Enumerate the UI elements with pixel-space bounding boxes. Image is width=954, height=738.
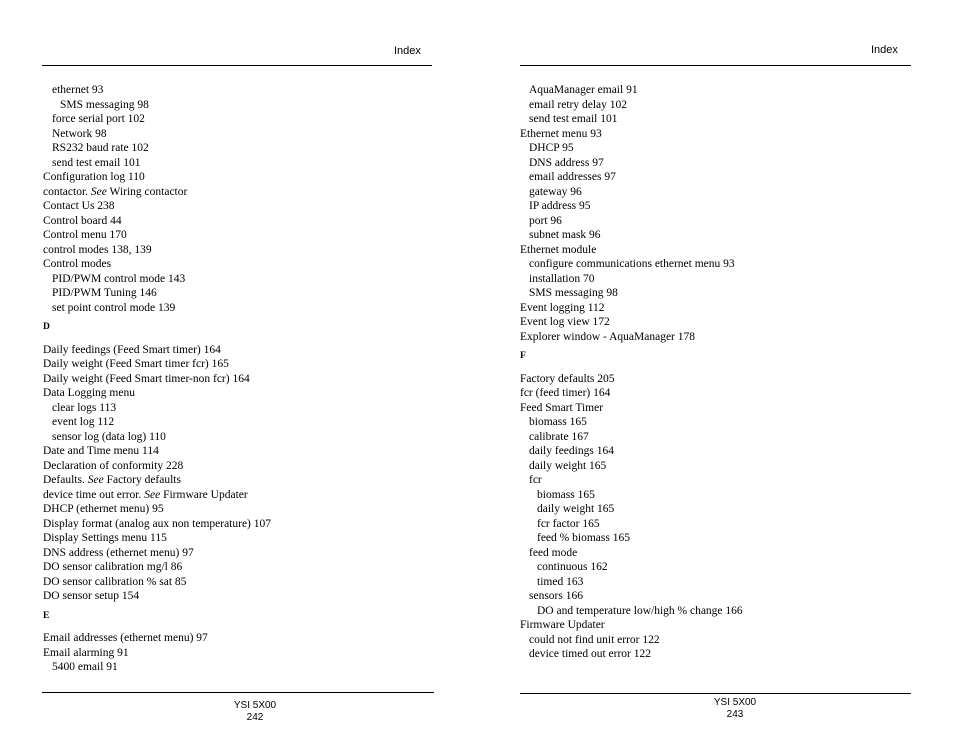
index-entry: [43, 127, 271, 142]
index-entry: [520, 502, 743, 517]
entry-text: PID/PWM control mode 143: [52, 272, 186, 285]
entry-text: DNS address 97: [529, 156, 604, 169]
index-entry: [520, 430, 743, 445]
entry-text: fcr (feed timer) 164: [520, 387, 611, 399]
entry-text: continuous 162: [537, 561, 608, 573]
index-entry: [43, 444, 271, 459]
see-reference: See: [87, 474, 104, 486]
entry-text: daily weight 165: [537, 503, 615, 515]
entry-text: Contact Us 238: [43, 200, 115, 212]
entry-text: DHCP 95: [529, 142, 574, 154]
left-footer-page-number: 242: [246, 712, 264, 723]
right-page-footer: [695, 697, 775, 721]
index-entry: [43, 430, 271, 445]
entry-text: Control menu 170: [43, 229, 127, 241]
right-index-entries: [520, 83, 743, 662]
index-entry: [43, 228, 271, 243]
left-footer-rule: [42, 692, 434, 693]
index-entry: [520, 372, 743, 387]
index-entry: [43, 185, 271, 200]
index-entry: [520, 228, 743, 243]
entry-text: timed 163: [537, 575, 584, 588]
entry-text: biomass 165: [529, 416, 587, 428]
index-entry: [520, 459, 743, 474]
entry-text: DO sensor calibration % sat 85: [43, 575, 187, 588]
entry-text: Display format (analog aux non temperature) 107: [43, 517, 272, 530]
index-entry: [43, 343, 271, 358]
index-entry: [520, 156, 743, 171]
entry-text: send test email 101: [52, 156, 141, 169]
see-reference: See: [144, 488, 161, 501]
right-footer-page-number: 243: [726, 709, 744, 720]
entry-text: daily feedings 164: [529, 445, 614, 457]
index-entry: [520, 618, 743, 633]
index-entry: [520, 517, 743, 532]
entry-text: Date and Time menu 114: [43, 445, 159, 457]
index-entry: [520, 589, 743, 604]
index-entry: [520, 112, 743, 127]
index-entry: [43, 502, 271, 517]
entry-text: Email alarming 91: [43, 646, 129, 659]
index-entry: [43, 631, 271, 646]
index-entry: [520, 301, 743, 316]
index-entry: [520, 214, 743, 229]
index-entry: [43, 401, 271, 416]
index-entry: [520, 199, 743, 214]
index-entry: [520, 415, 743, 430]
index-entry: [43, 243, 271, 258]
entry-text: device timed out error 122: [529, 648, 651, 660]
index-entry: [520, 83, 743, 98]
index-entry: [43, 98, 271, 113]
entry-text: feed % biomass 165: [537, 532, 630, 544]
entry-text: SMS messaging 98: [60, 98, 149, 111]
right-page-header: Index: [871, 44, 898, 56]
entry-text: Display Settings menu 115: [43, 532, 167, 544]
entry-text: DHCP (ethernet menu) 95: [43, 503, 164, 515]
entry-text: sensor log (data log) 110: [52, 430, 166, 443]
index-entry: [43, 214, 271, 229]
index-entry: [520, 575, 743, 590]
index-entry: [520, 604, 743, 619]
entry-text: force serial port 102: [52, 113, 145, 125]
index-entry: [43, 372, 271, 387]
entry-text: Control board 44: [43, 214, 122, 227]
index-entry: [520, 647, 743, 662]
index-entry: [43, 459, 271, 474]
section-letter: D: [43, 322, 50, 332]
entry-text: Data Logging menu: [43, 387, 135, 399]
entry-text: Event logging 112: [520, 301, 605, 314]
entry-text: fcr factor 165: [537, 517, 600, 530]
entry-text: 5400 email 91: [52, 661, 118, 673]
entry-text: sensors 166: [529, 590, 583, 602]
index-entry: [520, 257, 743, 272]
index-entry: [43, 83, 271, 98]
entry-text: send test email 101: [529, 113, 618, 125]
entry-text: AquaManager email 91: [529, 84, 638, 96]
index-entry: [520, 330, 743, 345]
entry-text: ethernet 93: [52, 84, 104, 96]
entry-text: Configuration log 110: [43, 171, 145, 183]
entry-text: SMS messaging 98: [529, 287, 618, 299]
entry-text: device time out error.: [43, 488, 142, 501]
index-entry: [520, 488, 743, 503]
index-entry: [43, 488, 271, 503]
index-entry: [43, 257, 271, 272]
entry-text: Feed Smart Timer: [520, 401, 604, 414]
index-entry: [520, 127, 743, 142]
entry-text: calibrate 167: [529, 430, 589, 443]
entry-text: configure communications ethernet menu 93: [529, 258, 735, 270]
index-entry: [43, 301, 271, 316]
see-target: Wiring contactor: [109, 185, 188, 198]
section-letter: F: [520, 351, 526, 361]
entry-text: Daily weight (Feed Smart timer fcr) 165: [43, 358, 229, 370]
index-entry: [43, 199, 271, 214]
index-entry: [520, 272, 743, 287]
entry-text: Factory defaults 205: [520, 372, 615, 385]
entry-text: DNS address (ethernet menu) 97: [43, 546, 194, 559]
index-entry: [520, 315, 743, 330]
entry-text: DO sensor calibration mg/l 86: [43, 561, 183, 573]
left-index-entries: [43, 83, 271, 675]
entry-text: feed mode: [529, 546, 578, 559]
left-page-header: Index: [394, 45, 421, 57]
index-entry: [43, 386, 271, 401]
see-target: Factory defaults: [106, 474, 181, 486]
index-entry: [520, 386, 743, 401]
entry-text: IP address 95: [529, 200, 591, 212]
index-entry: [520, 444, 743, 459]
index-entry: [520, 286, 743, 301]
right-header-rule: [520, 65, 911, 66]
entry-text: Daily feedings (Feed Smart timer) 164: [43, 343, 221, 356]
index-entry: [520, 401, 743, 416]
section-letter: E: [43, 610, 50, 621]
entry-text: control modes 138, 139: [43, 243, 152, 256]
index-entry: [520, 546, 743, 561]
index-entry: [520, 98, 743, 113]
right-footer-product: YSI 5X00: [713, 697, 757, 708]
entry-text: DO and temperature low/high % change 166: [537, 604, 743, 617]
entry-text: Ethernet menu 93: [520, 127, 602, 140]
index-entry: [43, 575, 271, 590]
index-entry: [520, 531, 743, 546]
entry-text: email addresses 97: [529, 171, 616, 183]
entry-text: Control modes: [43, 258, 112, 270]
left-header-rule: [42, 65, 432, 66]
entry-text: Daily weight (Feed Smart timer-non fcr) 164: [43, 372, 250, 385]
left-page-footer: [215, 700, 295, 724]
index-entry: [43, 112, 271, 127]
entry-text: PID/PWM Tuning 146: [52, 287, 157, 299]
entry-text: Email addresses (ethernet menu) 97: [43, 632, 208, 644]
index-entry: [520, 170, 743, 185]
index-entry: [43, 357, 271, 372]
entry-text: Defaults.: [43, 474, 85, 486]
entry-text: installation 70: [529, 272, 595, 285]
index-entry: [520, 633, 743, 648]
index-entry: [520, 185, 743, 200]
entry-text: biomass 165: [537, 488, 595, 501]
index-entry: [520, 243, 743, 258]
index-entry: [43, 560, 271, 575]
index-entry: [520, 473, 743, 488]
entry-text: Event log view 172: [520, 316, 610, 328]
index-entry: [43, 286, 271, 301]
entry-text: fcr: [529, 474, 542, 486]
index-entry: [43, 272, 271, 287]
entry-text: Explorer window - AquaManager 178: [520, 330, 696, 343]
index-entry: [43, 473, 271, 488]
index-entry: [43, 660, 271, 675]
left-footer-product: YSI 5X00: [233, 700, 277, 711]
entry-text: gateway 96: [529, 185, 582, 198]
right-page: [477, 0, 954, 738]
entry-text: contactor.: [43, 185, 89, 198]
index-entry: [520, 141, 743, 156]
entry-text: email retry delay 102: [529, 98, 628, 111]
entry-text: Firmware Updater: [520, 619, 605, 631]
entry-text: Network 98: [52, 127, 107, 140]
see-target: Firmware Updater: [163, 488, 248, 501]
index-entry: [43, 589, 271, 604]
entry-text: set point control mode 139: [52, 301, 176, 314]
entry-text: DO sensor setup 154: [43, 590, 140, 602]
index-entry: [43, 141, 271, 156]
entry-text: Ethernet module: [520, 243, 597, 256]
right-footer-rule: [520, 693, 911, 694]
index-entry: [43, 415, 271, 430]
index-entry: [43, 531, 271, 546]
entry-text: daily weight 165: [529, 459, 607, 472]
index-entry: [43, 517, 271, 532]
entry-text: clear logs 113: [52, 401, 117, 414]
entry-text: event log 112: [52, 416, 115, 428]
index-entry: [43, 170, 271, 185]
entry-text: could not find unit error 122: [529, 633, 660, 646]
index-entry: [43, 546, 271, 561]
index-entry: [520, 560, 743, 575]
entry-text: port 96: [529, 214, 562, 227]
entry-text: subnet mask 96: [529, 229, 601, 241]
entry-text: RS232 baud rate 102: [52, 142, 149, 154]
entry-text: Declaration of conformity 228: [43, 459, 184, 472]
see-reference: See: [90, 185, 107, 198]
index-entry: [43, 646, 271, 661]
index-entry: [43, 156, 271, 171]
